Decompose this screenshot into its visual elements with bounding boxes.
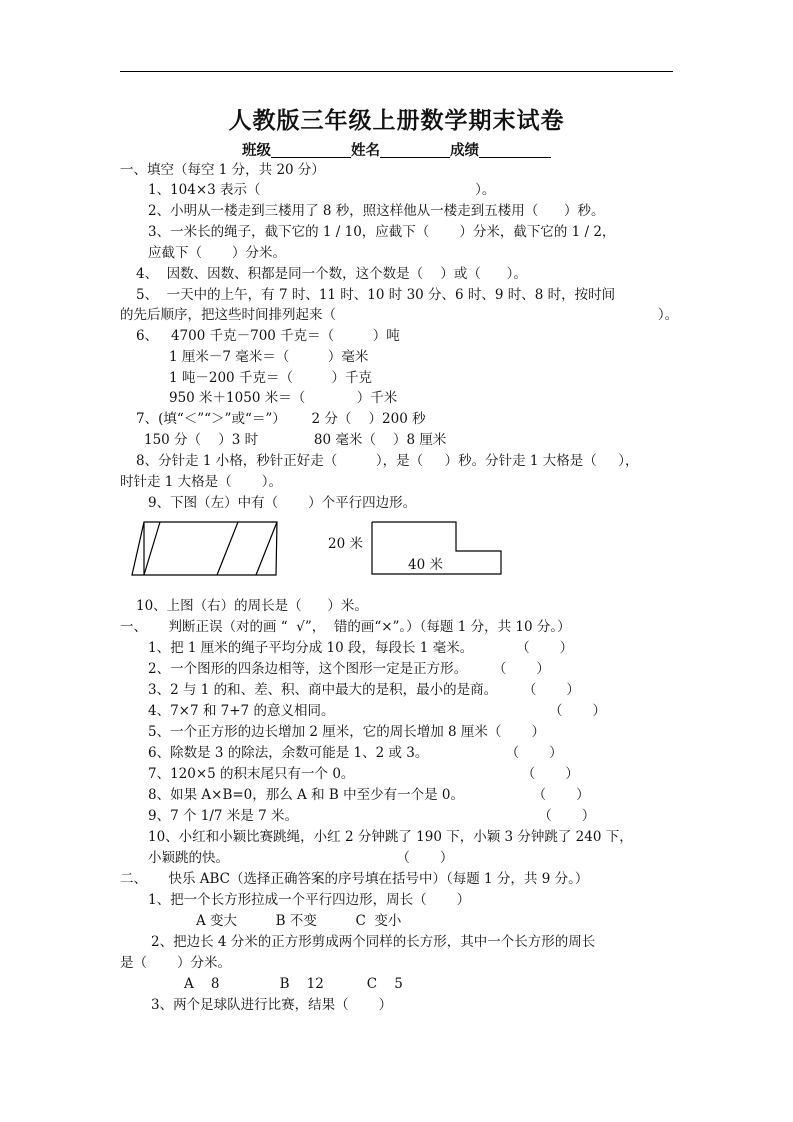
parallelogram-figure	[130, 520, 280, 578]
question-4: 4、 因数、因数、积都是同一个数，这个数是（ ）或（ ）。	[136, 266, 527, 282]
score-label: 成绩	[450, 142, 479, 159]
score-blank	[479, 142, 551, 158]
question-9: 9、下图（左）中有（ ）个平行四边形。	[148, 495, 417, 511]
choice-1-options: A 变大 B 不变 C 变小	[196, 913, 402, 929]
question-3-line-1: 3、一米长的绳子，截下它的 1 / 10，应截下（ ）分米，截下它的 1 / 2，	[148, 224, 616, 240]
judge-10-line-2: 小颖跳的快。 （ ）	[148, 850, 454, 866]
class-blank	[271, 142, 351, 158]
question-10: 10、上图（右）的周长是（ ）米。	[136, 598, 368, 614]
name-label: 姓名	[351, 142, 380, 159]
question-8-line-2: 时针走 1 大格是（ ）。	[120, 474, 282, 490]
judge-5: 5、一个正方形的边长增加 2 厘米，它的周长增加 8 厘米（ ）	[148, 724, 545, 740]
judge-4: 4、7×7 和 7+7 的意义相同。 （ ）	[148, 703, 607, 719]
judge-2: 2、一个图形的四条边相等，这个图形一定是正方形。 （ ）	[148, 661, 550, 677]
choice-1: 1、把一个长方形拉成一个平行四边形，周长（ ）	[148, 892, 471, 908]
question-5-line-2: 的先后顺序，把这些时间排列起来（ ）。	[120, 307, 679, 323]
figure-divider-slant-3	[256, 522, 277, 575]
judge-3: 3、2 与 1 的和、差、积、商中最大的是积，最小的是商。 （ ）	[148, 682, 580, 698]
choice-2-line-2: 是（ ）分米。	[120, 955, 232, 971]
choice-2-options: A 8 B 12 C 5	[184, 976, 403, 992]
student-info-line	[0, 139, 793, 160]
judge-8: 8、如果 A×B=0，那么 A 和 B 中至少有一个是 0。 （ ）	[148, 787, 590, 803]
judge-6: 6、除数是 3 的除法，余数可能是 1、2 或 3。 （ ）	[148, 745, 563, 761]
judge-10-line-1: 10、小红和小颖比赛跳绳，小红 2 分钟跳了 190 下，小颖 3 分钟跳了 240 下，	[148, 829, 633, 845]
name-blank	[380, 142, 450, 158]
judge-1: 1、把 1 厘米的绳子平均分成 10 段，每段长 1 毫米。 （ ）	[148, 640, 574, 656]
judge-9: 9、7 个 1/7 米是 7 米。 （ ）	[148, 808, 596, 824]
figure-divider-slant-1	[144, 522, 160, 575]
figure-label-40m: 40 米	[408, 557, 443, 573]
section-1-heading: 一、填空（每空 1 分，共 20 分）	[120, 162, 325, 178]
header-rule	[120, 71, 673, 72]
question-7-line-2: 150 分（ ）3 时 80 毫米（ ）8 厘米	[144, 432, 447, 448]
question-6-line-2: 1 厘米－7 毫米＝（ ）毫米	[169, 349, 369, 365]
question-6-line-1: 6、 4700 千克－700 千克＝（ ）吨	[136, 328, 400, 344]
class-label: 班级	[242, 142, 271, 159]
question-8-line-1: 8、分针走 1 小格，秒针正好走（ ），是（ ）秒。分针走 1 大格是（ ），	[136, 453, 639, 469]
choice-2-line-1: 2、把边长 4 分米的正方形剪成两个同样的长方形，其中一个长方形的周长	[151, 934, 596, 950]
page-title: 人教版三年级上册数学期末试卷	[228, 107, 565, 134]
question-6-line-4: 950 米＋1050 米＝（ ）千米	[169, 390, 398, 406]
figure-label-20m: 20 米	[328, 536, 363, 552]
question-7-line-1: 7、(填“＜”“＞”或“＝”） 2 分（ ）200 秒	[136, 411, 426, 427]
question-3-line-2: 应截下（ ）分米。	[148, 245, 287, 261]
question-6-line-3: 1 吨－200 千克＝（ ）千克	[169, 370, 373, 386]
figure-outline	[132, 522, 277, 575]
question-1: 1、104×3 表示（ ）。	[148, 182, 496, 198]
section-2-heading: 一、 判断正误（对的画 “ √”， 错的画“×”。）（每题 1 分，共 10 分。）	[120, 619, 571, 635]
question-2: 2、小明从一楼走到三楼用了 8 秒，照这样他从一楼走到五楼用（ ）秒。	[148, 203, 605, 219]
section-3-heading: 二、 快乐 ABC（选择正确答案的序号填在括号中）（每题 1 分，共 9 分。）	[120, 871, 589, 887]
figure-divider-slant-2	[217, 522, 238, 575]
choice-3: 3、两个足球队进行比赛，结果（ ）	[151, 997, 393, 1013]
question-5-line-1: 5、 一天中的上午，有 7 时、11 时、10 时 30 分、6 时、9 时、8 时，按时间	[136, 287, 616, 303]
judge-7: 7、120×5 的积末尾只有一个 0。 （ ）	[148, 766, 579, 782]
